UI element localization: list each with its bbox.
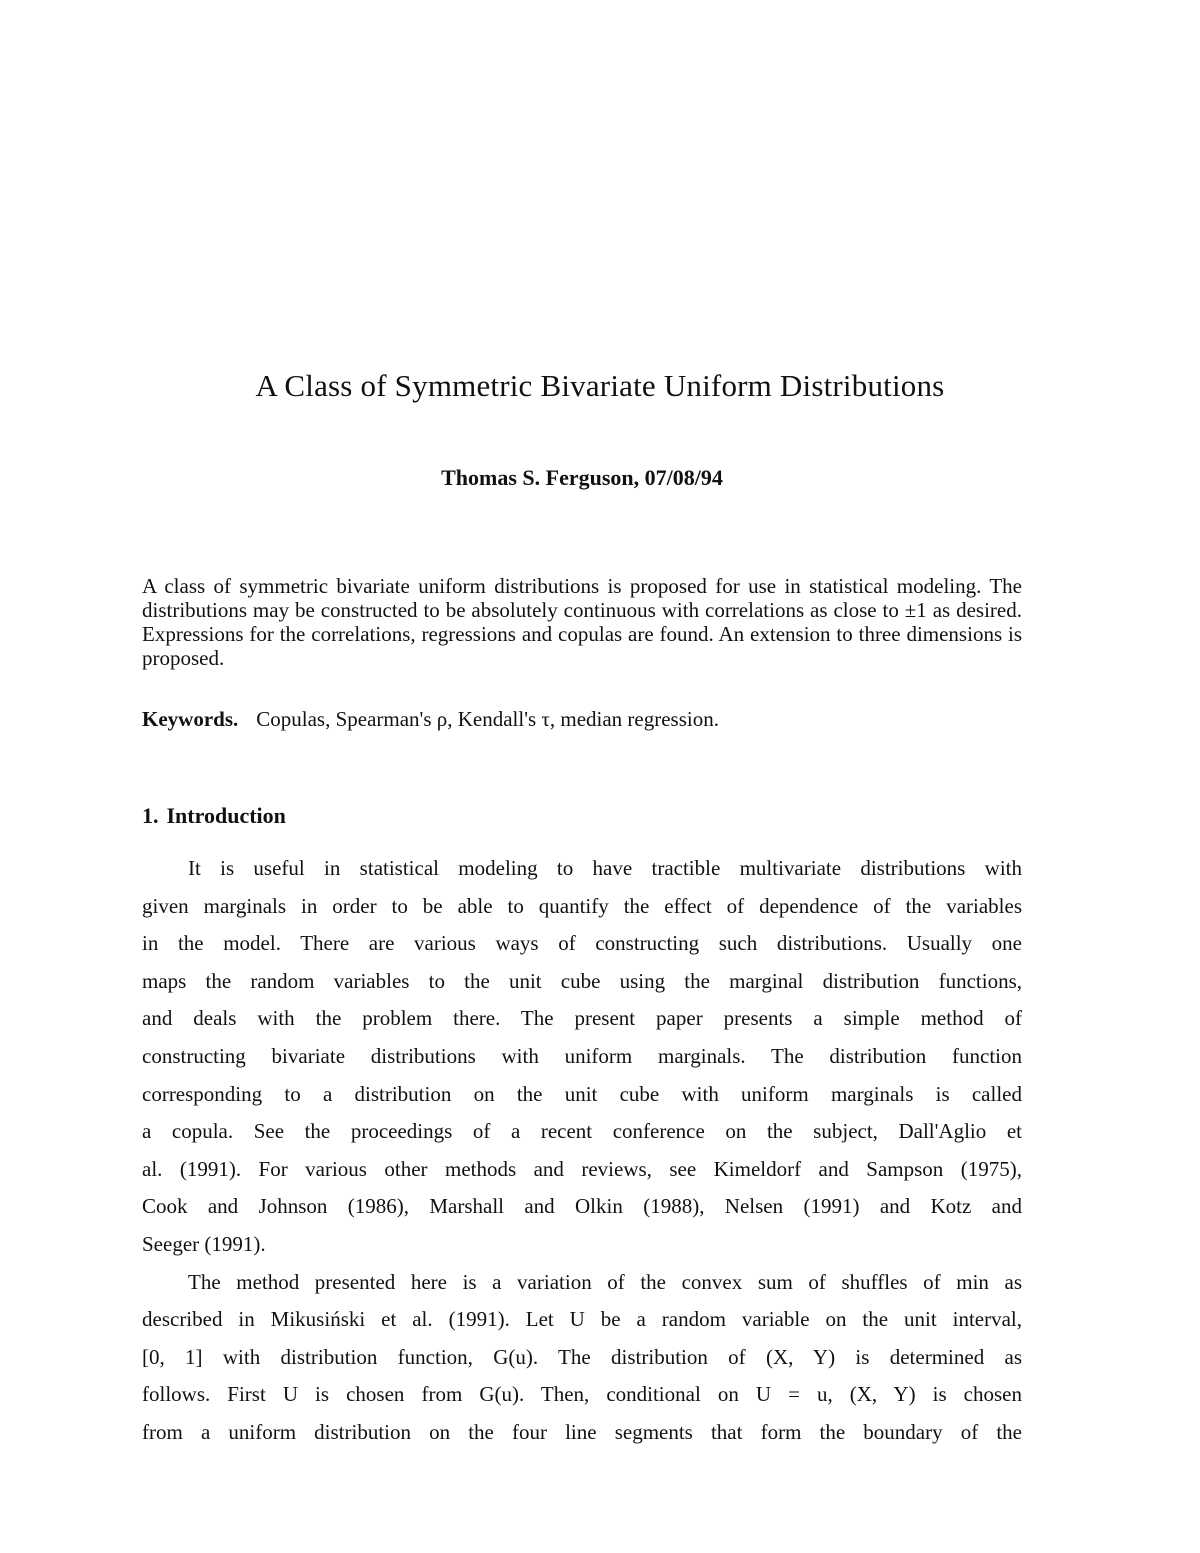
text-line: [0, 1] with distribution function, G(u). The distribution of (X, Y) is determined as [142,1344,1022,1369]
text-line: Cook and Johnson (1986), Marshall and Olkin (1988), Nelsen (1991) and Kotz and [142,1194,1022,1219]
text-line: maps the random variables to the unit cube using the marginal distribution functions, [142,968,1022,993]
text-line: described in Mikusiński et al. (1991). Let U be a random variable on the unit interval, [142,1307,1022,1332]
paragraph-2 [142,1264,1022,1452]
keywords-text: Copulas, Spearman's ρ, Kendall's τ, median regression. [256,707,719,731]
keywords-label: Keywords. [142,707,239,731]
text-line: It is useful in statistical modeling to have tractible multivariate distributions with [188,856,1022,880]
text-line: from a uniform distribution on the four line segments that form the boundary of the [142,1419,1022,1444]
text-line: constructing bivariate distributions with uniform marginals. The distribution function [142,1043,1022,1068]
text-line: al. (1991). For various other methods and reviews, see Kimeldorf and Sampson (1975), [142,1156,1022,1181]
text-line: a copula. See the proceedings of a recent conference on the subject, Dall'Aglio et [142,1119,1022,1144]
text-line: in the model. There are various ways of constructing such distributions. Usually one [142,931,1022,956]
text-line: and deals with the problem there. The present paper presents a simple method of [142,1006,1022,1031]
section-number: 1. [142,803,159,828]
section-heading [142,803,286,829]
text-line: given marginals in order to be able to quantify the effect of dependence of the variables [142,893,1022,918]
paper-title: A Class of Symmetric Bivariate Uniform Distributions [255,368,945,403]
author-line: Thomas S. Ferguson, 07/08/94 [441,465,723,490]
section-title: Introduction [166,803,286,828]
body-text [142,850,1022,1452]
abstract: A class of symmetric bivariate uniform distributions is proposed for use in statistical modeling. The distributions may be constructed to be absolutely continuous with correlations as close to ±1 as desired. Expressions for the correlations, regressions and copulas are found. An extension to three dimensions is proposed. [142,574,1022,670]
text-line: The method presented here is a variation of the convex sum of shuffles of min as [188,1269,1022,1294]
paragraph-1 [142,850,1022,1264]
text-line: Seeger (1991). [142,1231,266,1256]
keywords [142,707,1022,732]
text-line: corresponding to a distribution on the unit cube with uniform marginals is called [142,1081,1022,1106]
text-line: follows. First U is chosen from G(u). Then, conditional on U = u, (X, Y) is chosen [142,1382,1022,1407]
